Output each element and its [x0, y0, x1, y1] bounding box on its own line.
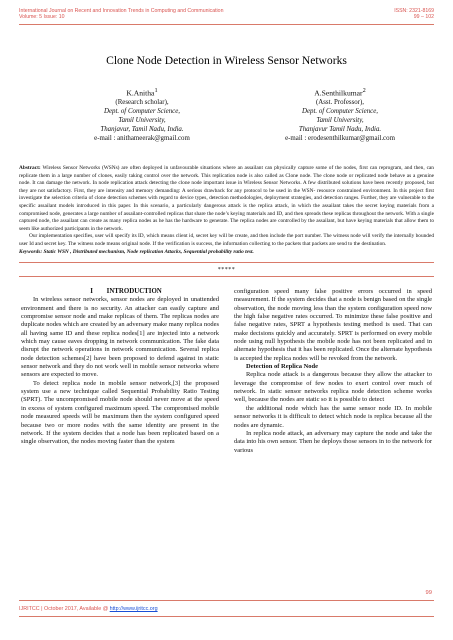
paper-title: Clone Node Detection in Wireless Sensor Networks — [106, 54, 347, 67]
footer-rule-bottom — [19, 616, 434, 617]
author-email: e-mail : anithameerak@gmail.com — [94, 135, 190, 142]
author-role: (Research scholar), — [115, 98, 169, 106]
paragraph: In replica node attack, an adversary may capture the node and take the data into his own sensor. Then he deploys those sensors in to the network for various — [234, 429, 432, 454]
body-rule — [19, 276, 434, 277]
footer-link[interactable]: http://www.ijritcc.org — [109, 606, 158, 612]
abstract-paragraph-2: Our implementation specifies, user will specify its ID, which means client id, secret key will be create, and then include the port number. The witness node will verify the internally bounded user Id and secret key. The witness node means original node. If the verification is success, the information collecting to the packets that packets are send to the destination. — [19, 233, 434, 247]
paragraph: In wireless sensor networks, sensor nodes are deployed in unattended environment and there is no security. An attacker can easily capture and compromise sensor node and make replicas of them. The replicas nodes are duplicate nodes which are created by an adversary make many replica nodes all having same ID and these replica nodes[1] are injected into a network which may cause eaves dropping in network communication. The fake data disrupt the network operations in network communication. Several replica node detection schemes[2] have been proposed to defend against in static sensor network and they do not work well in mobile sensor networks where sensors are expected to move. — [21, 296, 219, 379]
author-block-1 — [57, 86, 227, 143]
author-role: (Asst. Professor), — [315, 98, 365, 106]
abstract-paragraph: Abstract: Wireless Sensor Networks (WSNs) are often deployed in unfavourable situations where an assailant can physically capture some of the nodes, first can reprogram, and then, can replicate them in a large number of clones, easily taking control over the network. This replication node is also called as Clone node. The clone node or replicated node behave as a genuine node. It can damage the network. In node replication attack detecting the clone node important issue in Wireless Sensor Networks. A few distributed solutions have been recently proposed, but they are not satisfactory. First, they are intensity and memory demanding: A serious drawback for any protocol to be used in the WSN- resource constrained environment. In this project first investigate the selection criteria of clone detection schemes with regard to device types, detection methodologies, deployment strategies, and detection ranges. Further, they are vulnerable to the specific assailant models introduced in this paper. In this scenario, a particularly dangerous attack is the replica attack, in which the assailant takes the secret keying materials from a compromised node, generates a large number of assailant-controlled replicas that share the node’s keying materials and ID, and then spreads these replicas throughout the network. With a single captured node, the assailant can create as many replica nodes as he has the hardware to generate. The replica nodes are controlled by the assailant, but have keying materials that allow them to seem like authorized participants in the network. — [19, 165, 434, 232]
section-heading-introduction: I INTRODUCTION — [90, 288, 162, 295]
author-university: Tamil University, — [316, 116, 364, 124]
abstract — [19, 165, 434, 256]
paragraph: configuration speed many false positive errors occurred in speed measurement. If the system decides that a node is benign based on the single observation, the node moving less than the system configuration speed now the high false negative rates occurred. To minimize these false positive and false negative rates, SPRT a hypothesis testing method is used. That can make decisions quickly and accurately. SPRT is performed on every mobile node using null hypothesis the mobile node has not been replicated and in alternate hypothesis that it has been replicated. Once the alternate hypothesis is accepted the replica nodes will be revoked from the network. — [234, 288, 432, 362]
header-rule — [19, 24, 434, 25]
separator-stars: ***** — [217, 267, 236, 273]
author-name: A.Senthilkumar$^2$ — [314, 87, 366, 98]
abstract-label: Abstract: — [19, 165, 41, 171]
journal-header-right — [394, 8, 434, 20]
footer-rule — [19, 600, 434, 601]
left-column — [21, 288, 219, 447]
author-name: K.Anitha$^1$ — [126, 87, 158, 98]
footer: IJRITCC | October 2017, Available @ http://www.ijritcc.org — [19, 606, 158, 612]
journal-issn: ISSN: 2321-8169 — [394, 8, 434, 14]
author-city: Thanjavur Tamil Nadu, India. — [298, 125, 382, 133]
paragraph: To detect replica node in mobile sensor network,[3] the proposed system use a new technique called Sequential Probability Ratio Testing (SPRT). The uncompromised mobile node should never move at the speed in excess of system configured maximum speed. The compromised mobile node measured speeds will be maximum then the system configured speed because two or more nodes with the same identity are present in the network. If the system decides that a node has been replicated based on a single observation, the nodes moving faster than the system — [21, 379, 219, 446]
subsection-heading: Detection of Replica Node — [246, 363, 319, 371]
author-city: Thanjavur, Tamil Nadu, India. — [100, 125, 184, 133]
author-dept: Dept. of Computer Science, — [302, 107, 378, 115]
author-dept: Dept. of Computer Science, — [104, 107, 180, 115]
page-number: 99 — [425, 590, 432, 596]
journal-pages: 99 – 102 — [413, 14, 434, 21]
abstract-rule — [19, 262, 434, 263]
journal-volume: Volume: 5 Issue: 10 — [19, 14, 65, 21]
author-block-2 — [255, 86, 425, 143]
paragraph: the additional node which has the same sensor node ID. In mobile sensor networks it is difficult to detect which node is replica because all the nodes are dynamic. — [234, 404, 432, 429]
journal-header-left — [19, 8, 223, 20]
keywords: Keywords: Static WSN , Distributed mechanism, Node replication Attacks, Sequential probability ratio test. — [19, 248, 254, 255]
paragraph: Replica node attack is a dangerous because they allow the attacker to leverage the compromise of few nodes to exert control over much of network. In static sensor networks replica node detection scheme works well, because the nodes are static so it is possible to detect — [234, 371, 432, 404]
right-column — [234, 288, 432, 455]
journal-name: International Journal on Recent and Innovation Trends in Computing and Communication — [19, 8, 224, 14]
author-email: e-mail : erodesenthilkumar@gmail.com — [285, 135, 395, 142]
author-university: Tamil University, — [118, 116, 166, 124]
